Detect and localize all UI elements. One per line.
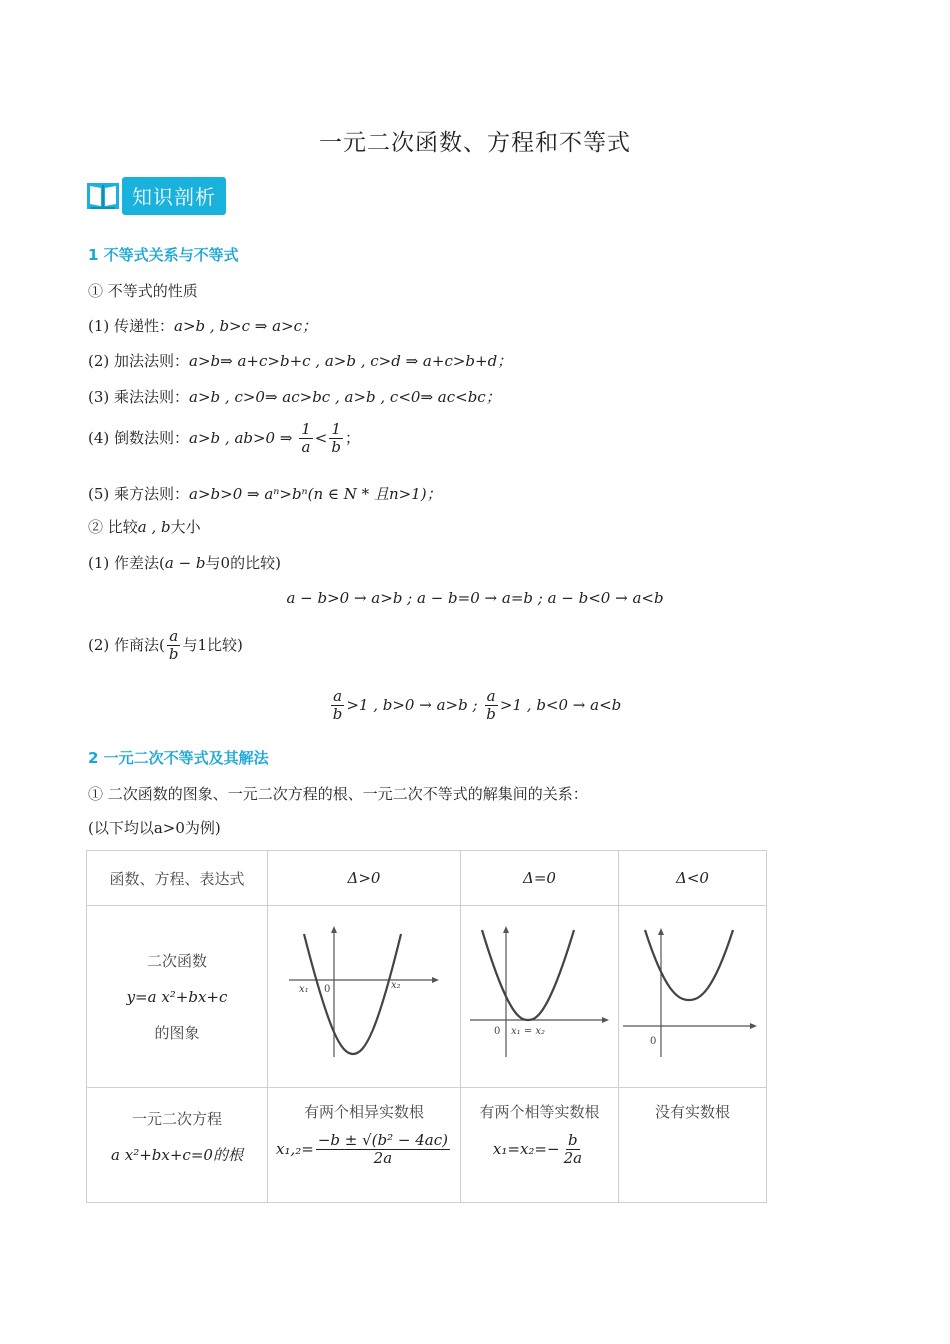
relation-table — [86, 850, 767, 1203]
property-formula: a>b>0 ⇒ aⁿ>bⁿ(n ∈ N * 且n>1)； — [189, 485, 442, 503]
property-formula: a>b , ab>0 ⇒ — [189, 428, 293, 447]
root-formula-fraction: $\frac{\text{−b ± √(b² − 4ac)}}{2a}$ — [317, 1131, 448, 1168]
graph-cell-positive — [268, 906, 461, 1088]
header-cell: Δ=0 — [461, 851, 619, 906]
method-difference-formula: a − b>0 → a>b ; a − b=0 → a=b ; a − b<0 → a<b — [286, 589, 664, 607]
method-quotient: (2) 作商法( $\frac{a}{b}$ 与1比较) — [88, 627, 243, 664]
property-label: (3) 乘法法则： — [88, 388, 190, 406]
property-formula: a>b , b>c ⇒ a>c； — [174, 317, 318, 335]
roots-cell-two-distinct: 有两个相异实数根 x₁,₂= $\frac{\text{−b ± √(b² − 4ac)}}{2a}$ — [268, 1088, 461, 1203]
fraction: $\frac{a}{b}$ — [332, 687, 343, 724]
property-formula: a>b , c>0⇒ ac>bc , a>b , c<0⇒ ac<bc； — [189, 388, 501, 406]
page-title: 一元二次函数、方程和不等式 — [319, 130, 631, 156]
parabola-no-root-graph — [623, 922, 763, 1072]
knowledge-banner — [86, 178, 226, 214]
property-reciprocal: (4) 倒数法则：a>b , ab>0 ⇒ $\frac{1}{a}$ < $\frac{1}{b}$ ； — [88, 420, 360, 457]
subheading-properties: ① 不等式的性质 — [88, 282, 198, 300]
header-cell: Δ>0 — [268, 851, 461, 906]
property-transitive — [88, 315, 317, 336]
section-2-heading: 2 一元二次不等式及其解法 — [88, 749, 269, 767]
row-label-cell: 二次函数 y=a x²+bx+c 的图象 — [87, 906, 268, 1088]
table-row-graphs — [87, 906, 767, 1088]
root-formula-fraction: $\frac{b}{2a}$ — [563, 1131, 583, 1168]
svg-text:x₁ = x₂: x₁ = x₂ — [510, 1025, 545, 1037]
table-row-roots — [87, 1088, 767, 1203]
row-label-cell: 一元二次方程 a x²+bx+c=0的根 — [87, 1088, 268, 1203]
section-1-heading: 1 不等式关系与不等式 — [88, 246, 239, 264]
property-label: (1) 传递性： — [88, 317, 175, 335]
property-label: (4) 倒数法则： — [88, 428, 190, 447]
open-book-icon — [86, 179, 120, 213]
roots-cell-none: 没有实数根 — [619, 1088, 767, 1203]
property-formula: a>b⇒ a+c>b+c , a>b , c>d ⇒ a+c>b+d； — [189, 352, 513, 370]
fraction: $\frac{1}{a}$ — [301, 420, 311, 457]
property-label: (2) 加法法则： — [88, 352, 190, 370]
banner-label: 知识剖析 — [122, 177, 226, 215]
header-cell: 函数、方程、表达式 — [87, 851, 268, 906]
svg-text:0: 0 — [649, 1035, 656, 1047]
parabola-one-root-graph — [470, 922, 610, 1072]
property-multiplication — [88, 386, 501, 407]
section-2-intro: ① 二次函数的图象、一元二次方程的根、一元二次不等式的解集间的关系： — [88, 785, 588, 803]
method-quotient-formula: $\frac{a}{b}$ >1 , b>0 → a>b ; $\frac{a}{b}$ >1 , b<0 → a<b — [332, 687, 622, 724]
svg-text:0: 0 — [324, 983, 331, 995]
parabola-two-roots-graph — [289, 922, 439, 1072]
svg-text:x₂: x₂ — [391, 979, 401, 991]
section-2-note: (以下均以a>0为例) — [88, 819, 221, 837]
svg-text:x₁: x₁ — [299, 983, 309, 995]
fraction: $\frac{1}{b}$ — [331, 420, 341, 457]
svg-text:0: 0 — [493, 1025, 500, 1037]
roots-cell-two-equal: 有两个相等实数根 x₁=x₂=− $\frac{b}{2a}$ — [461, 1088, 619, 1203]
header-cell: Δ<0 — [619, 851, 767, 906]
method-difference: (1) 作差法(a − b与0的比较) — [88, 554, 281, 572]
property-power — [88, 483, 442, 504]
fraction: $\frac{a}{b}$ — [168, 627, 179, 664]
property-label: (5) 乘方法则： — [88, 485, 190, 503]
table-header-row — [87, 851, 767, 906]
graph-cell-zero — [461, 906, 619, 1088]
fraction: $\frac{a}{b}$ — [486, 687, 496, 724]
subheading-compare: ② 比较a , b大小 — [88, 518, 201, 536]
property-addition — [88, 350, 512, 371]
graph-cell-negative — [619, 906, 767, 1088]
